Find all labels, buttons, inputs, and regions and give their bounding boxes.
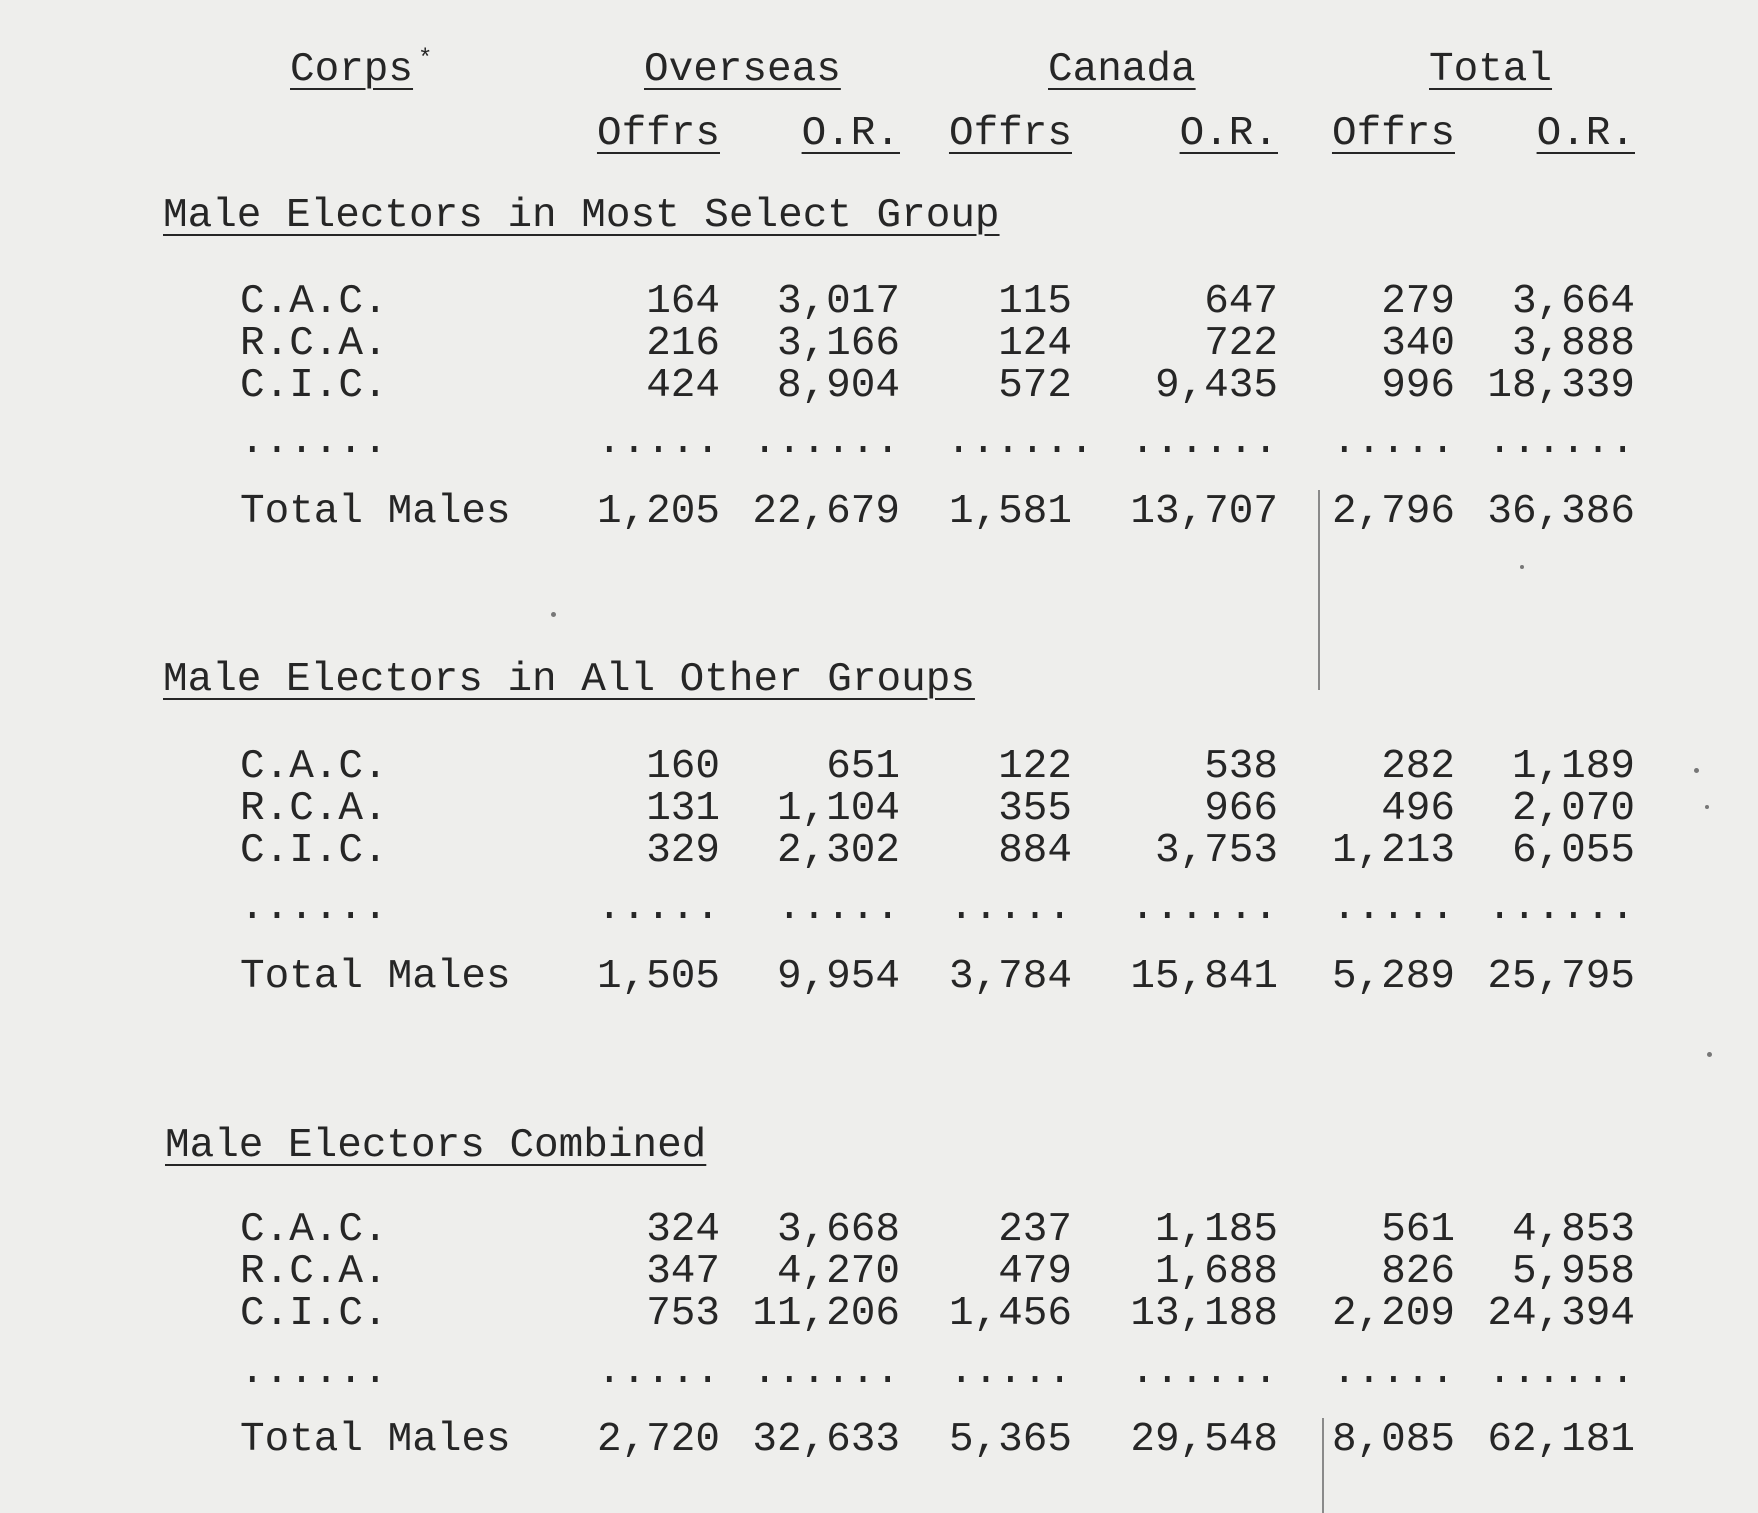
- dot-leader: ......: [240, 1349, 388, 1395]
- canada-offrs-header: Offrs: [948, 111, 1072, 157]
- dot-leader: ......: [946, 419, 1094, 465]
- total-label: Total Males: [240, 489, 511, 535]
- total-cell: 1,581: [948, 489, 1072, 535]
- dot-leader: .....: [948, 885, 1072, 931]
- dot-leader: .....: [596, 885, 720, 931]
- row-corps: C.A.C.: [240, 744, 388, 790]
- cell: 4,853: [1511, 1207, 1635, 1253]
- cell: 3,888: [1511, 321, 1635, 367]
- cell: 18,339: [1487, 363, 1635, 409]
- cell: 651: [826, 744, 900, 790]
- total-cell: 8,085: [1331, 1417, 1455, 1463]
- cell: 324: [646, 1207, 720, 1253]
- cell: 1,185: [1154, 1207, 1278, 1253]
- total-cell: 2,796: [1331, 489, 1455, 535]
- dot-leader: ......: [752, 1349, 900, 1395]
- total-cell: 9,954: [776, 954, 900, 1000]
- total-cell: 62,181: [1487, 1417, 1635, 1463]
- total-cell: 15,841: [1130, 954, 1278, 1000]
- row-corps: C.I.C.: [240, 1291, 388, 1337]
- cell: 3,753: [1154, 828, 1278, 874]
- dot-leader: ......: [1487, 1349, 1635, 1395]
- cell: 722: [1204, 321, 1278, 367]
- cell: 216: [646, 321, 720, 367]
- total-cell: 1,505: [596, 954, 720, 1000]
- dot-leader: ......: [240, 885, 388, 931]
- dot-leader: .....: [776, 885, 900, 931]
- cell: 561: [1381, 1207, 1455, 1253]
- dot-leader: ......: [752, 419, 900, 465]
- paper-speck: [1520, 565, 1524, 569]
- pencil-rule: [1318, 490, 1320, 690]
- cell: 340: [1381, 321, 1455, 367]
- dot-leader: ......: [1487, 419, 1635, 465]
- row-corps: C.I.C.: [240, 828, 388, 874]
- cell: 479: [998, 1249, 1072, 1295]
- cell: 8,904: [776, 363, 900, 409]
- dot-leader: ......: [240, 419, 388, 465]
- cell: 11,206: [752, 1291, 900, 1337]
- cell: 164: [646, 279, 720, 325]
- corps-footnote-mark: *: [418, 46, 433, 73]
- total-cell: 1,205: [596, 489, 720, 535]
- dot-leader: .....: [596, 419, 720, 465]
- dot-leader: ......: [1130, 419, 1278, 465]
- cell: 2,302: [776, 828, 900, 874]
- overseas-offrs-header: Offrs: [596, 111, 720, 157]
- overseas-or-header: O.R.: [801, 111, 900, 157]
- cell: 282: [1381, 744, 1455, 790]
- cell: 237: [998, 1207, 1072, 1253]
- dot-leader: ......: [1487, 885, 1635, 931]
- dot-leader: ......: [1130, 1349, 1278, 1395]
- cell: 1,104: [776, 786, 900, 832]
- cell: 2,070: [1511, 786, 1635, 832]
- total-cell: 13,707: [1130, 489, 1278, 535]
- canada-or-header: O.R.: [1179, 111, 1278, 157]
- cell: 24,394: [1487, 1291, 1635, 1337]
- cell: 996: [1381, 363, 1455, 409]
- cell: 329: [646, 828, 720, 874]
- cell: 538: [1204, 744, 1278, 790]
- section-title: Male Electors in All Other Groups: [163, 657, 975, 703]
- cell: 1,456: [948, 1291, 1072, 1337]
- paper-speck: [1707, 1052, 1712, 1057]
- cell: 826: [1381, 1249, 1455, 1295]
- cell: 1,213: [1331, 828, 1455, 874]
- cell: 9,435: [1154, 363, 1278, 409]
- corps-header: Corps: [290, 47, 414, 93]
- dot-leader: .....: [1331, 1349, 1455, 1395]
- cell: 966: [1204, 786, 1278, 832]
- cell: 572: [998, 363, 1072, 409]
- overseas-header: Overseas: [644, 47, 841, 93]
- total-cell: 25,795: [1487, 954, 1635, 1000]
- cell: 6,055: [1511, 828, 1635, 874]
- cell: 5,958: [1511, 1249, 1635, 1295]
- total-cell: 36,386: [1487, 489, 1635, 535]
- cell: 3,017: [776, 279, 900, 325]
- total-cell: 32,633: [752, 1417, 900, 1463]
- section-title: Male Electors Combined: [165, 1123, 707, 1169]
- cell: 347: [646, 1249, 720, 1295]
- total-cell: 29,548: [1130, 1417, 1278, 1463]
- row-corps: C.A.C.: [240, 279, 388, 325]
- cell: 355: [998, 786, 1072, 832]
- total-cell: 5,365: [948, 1417, 1072, 1463]
- total-header: Total: [1429, 47, 1553, 93]
- cell: 496: [1381, 786, 1455, 832]
- pencil-rule: [1322, 1418, 1324, 1513]
- cell: 647: [1204, 279, 1278, 325]
- row-corps: C.I.C.: [240, 363, 388, 409]
- cell: 884: [998, 828, 1072, 874]
- section-title: Male Electors in Most Select Group: [163, 193, 1000, 239]
- row-corps: C.A.C.: [240, 1207, 388, 1253]
- cell: 13,188: [1130, 1291, 1278, 1337]
- cell: 3,664: [1511, 279, 1635, 325]
- dot-leader: .....: [948, 1349, 1072, 1395]
- total-label: Total Males: [240, 1417, 511, 1463]
- cell: 424: [646, 363, 720, 409]
- dot-leader: .....: [596, 1349, 720, 1395]
- dot-leader: .....: [1331, 885, 1455, 931]
- cell: 115: [998, 279, 1072, 325]
- row-corps: R.C.A.: [240, 321, 388, 367]
- total-cell: 3,784: [948, 954, 1072, 1000]
- cell: 131: [646, 786, 720, 832]
- cell: 4,270: [776, 1249, 900, 1295]
- row-corps: R.C.A.: [240, 786, 388, 832]
- total-cell: 22,679: [752, 489, 900, 535]
- cell: 2,209: [1331, 1291, 1455, 1337]
- paper-speck: [1694, 768, 1699, 773]
- cell: 3,668: [776, 1207, 900, 1253]
- canada-header: Canada: [1048, 47, 1196, 93]
- paper-speck: [551, 612, 556, 617]
- total-cell: 5,289: [1331, 954, 1455, 1000]
- total-cell: 2,720: [596, 1417, 720, 1463]
- cell: 1,688: [1154, 1249, 1278, 1295]
- row-corps: R.C.A.: [240, 1249, 388, 1295]
- total-label: Total Males: [240, 954, 511, 1000]
- dot-leader: ......: [1130, 885, 1278, 931]
- cell: 122: [998, 744, 1072, 790]
- cell: 279: [1381, 279, 1455, 325]
- total-or-header: O.R.: [1536, 111, 1635, 157]
- paper-speck: [1705, 805, 1709, 809]
- cell: 3,166: [776, 321, 900, 367]
- cell: 124: [998, 321, 1072, 367]
- dot-leader: .....: [1331, 419, 1455, 465]
- cell: 1,189: [1511, 744, 1635, 790]
- cell: 160: [646, 744, 720, 790]
- cell: 753: [646, 1291, 720, 1337]
- total-offrs-header: Offrs: [1331, 111, 1455, 157]
